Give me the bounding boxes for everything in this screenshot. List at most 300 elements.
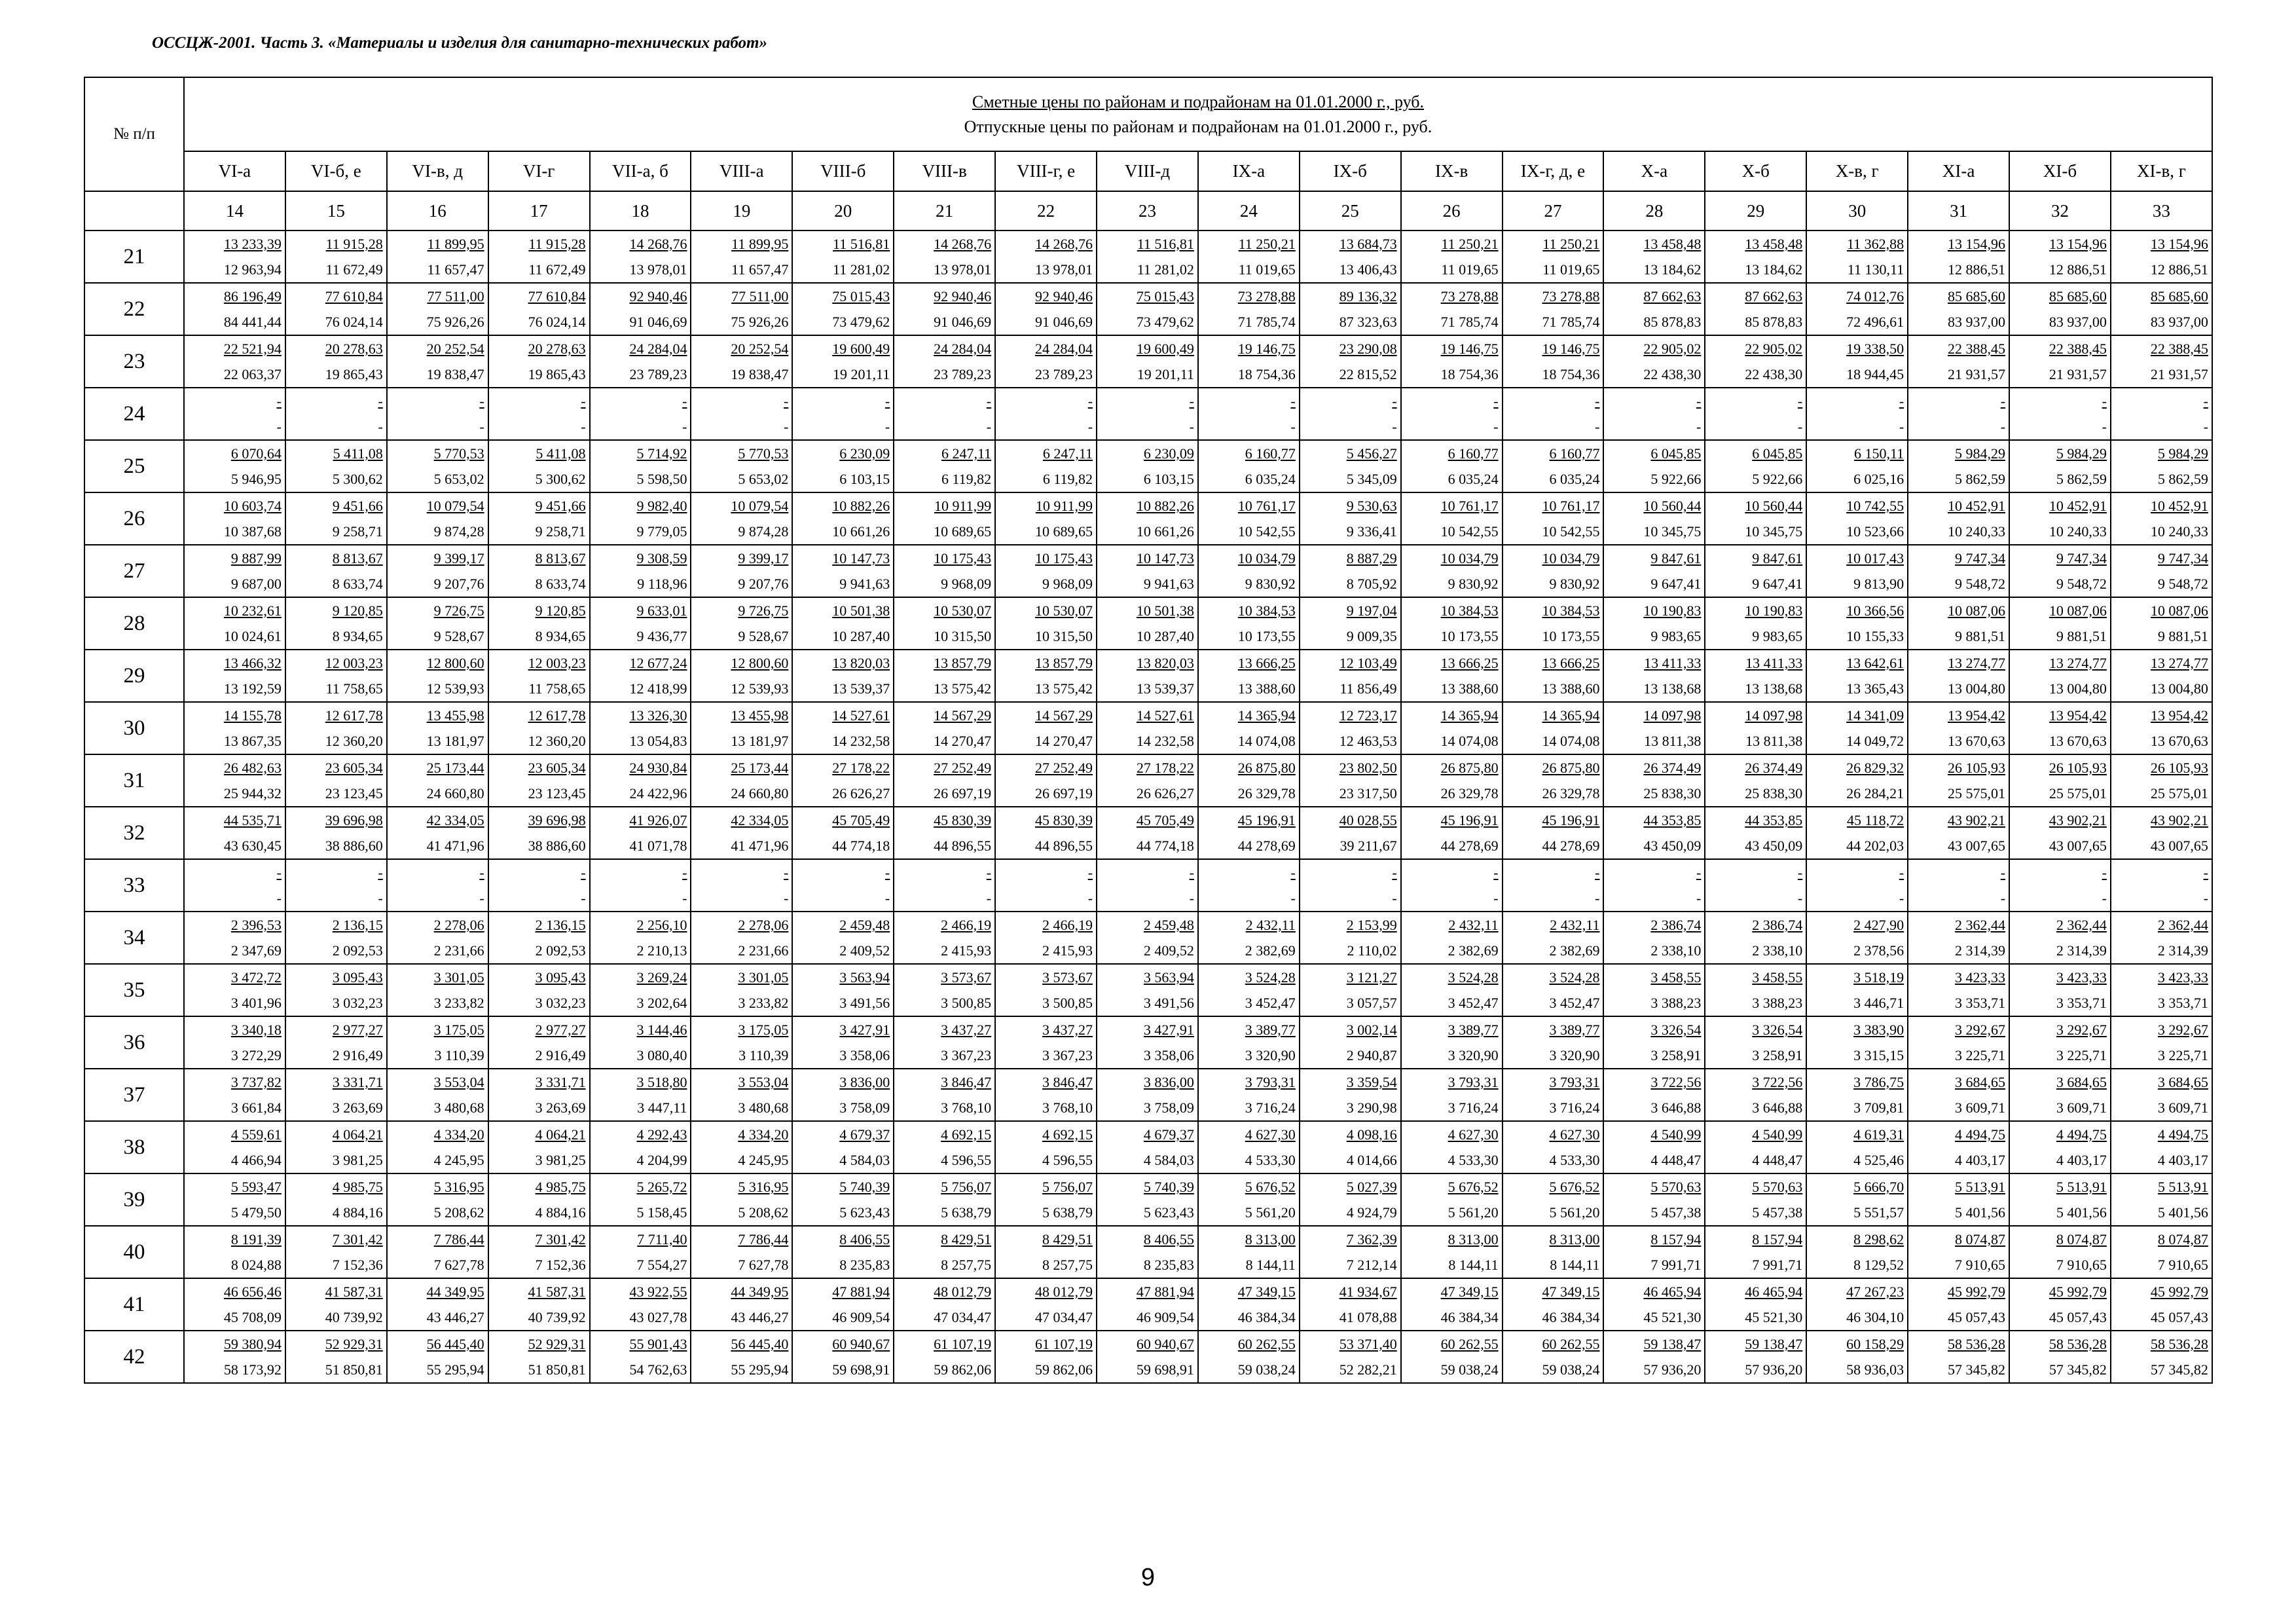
estimated-price: 3 524,28 [1448, 969, 1499, 986]
estimated-price: 14 341,09 [1846, 707, 1904, 724]
release-price: 52 282,21 [1339, 1361, 1397, 1378]
release-price: - [1087, 418, 1093, 435]
price-cell [2009, 545, 2111, 597]
estimated-price: 8 074,87 [2157, 1231, 2208, 1247]
district-column-header: IX-б [1300, 151, 1401, 191]
price-cell [1503, 1016, 1604, 1069]
estimated-price: 2 459,48 [839, 917, 890, 933]
estimated-price: 3 737,82 [230, 1074, 282, 1090]
release-price: 4 403,17 [2157, 1152, 2208, 1168]
estimated-price: 26 875,80 [1542, 760, 1600, 776]
estimated-price: 4 627,30 [1549, 1126, 1600, 1143]
price-cell [1806, 964, 1908, 1016]
price-cell [1401, 964, 1503, 1016]
estimated-price: 10 087,06 [2150, 602, 2208, 619]
estimated-price: 3 722,56 [1752, 1074, 1803, 1090]
release-price: 8 129,52 [1853, 1257, 1904, 1273]
estimated-price: - [1797, 393, 1803, 409]
price-cell [1908, 1016, 2009, 1069]
estimated-price: 4 064,21 [535, 1126, 586, 1143]
estimated-price: 26 374,49 [1643, 760, 1702, 776]
release-price: 41 471,96 [731, 838, 789, 854]
release-price: 26 626,27 [1136, 785, 1194, 802]
estimated-price: 10 147,73 [832, 550, 890, 566]
price-cell [691, 964, 792, 1016]
price-cell [1806, 283, 1908, 335]
estimated-price: 10 911,99 [1035, 498, 1093, 514]
price-cell [1705, 650, 1806, 702]
price-cell [285, 964, 387, 1016]
estimated-price: - [682, 864, 687, 881]
release-price: - [986, 418, 992, 435]
price-cell [184, 283, 285, 335]
release-price: - [378, 418, 383, 435]
price-cell [590, 964, 691, 1016]
estimated-price: 27 252,49 [1035, 760, 1093, 776]
price-cell [1705, 1278, 1806, 1331]
release-price: 7 152,36 [332, 1257, 383, 1273]
price-cell [1503, 754, 1604, 807]
release-price: 11 019,65 [1238, 261, 1296, 278]
row-number: 27 [84, 545, 184, 597]
estimated-price: 3 524,28 [1549, 969, 1600, 986]
price-cell [590, 492, 691, 545]
release-price: 38 886,60 [325, 838, 383, 854]
district-column-header: VIII-д [1097, 151, 1198, 191]
release-price: 4 448,47 [1650, 1152, 1702, 1168]
release-price: 5 653,02 [433, 471, 484, 487]
release-price: 4 245,95 [433, 1152, 484, 1168]
estimated-price: 3 846,47 [1042, 1074, 1093, 1090]
price-cell [1097, 1331, 1198, 1383]
release-price: 8 934,65 [535, 628, 586, 644]
release-price: 7 152,36 [535, 1257, 586, 1273]
release-price: 12 360,20 [325, 733, 383, 749]
price-cell [894, 859, 995, 912]
release-price: 22 438,30 [1745, 366, 1803, 382]
column-number: 26 [1401, 191, 1503, 231]
district-names-row [84, 151, 2212, 191]
release-price: 71 785,74 [1440, 314, 1499, 330]
estimated-price: 3 389,77 [1448, 1022, 1499, 1038]
price-cell [894, 231, 995, 283]
release-price: 5 479,50 [230, 1204, 282, 1221]
estimated-price: 5 770,53 [433, 445, 484, 462]
price-cell [1300, 1069, 1401, 1121]
estimated-price: 40 028,55 [1339, 812, 1397, 828]
price-cell [1705, 231, 1806, 283]
release-price: 5 623,43 [839, 1204, 890, 1221]
table-row [84, 807, 2212, 859]
district-column-header: VI-г [488, 151, 590, 191]
price-cell [1097, 859, 1198, 912]
price-cell [1503, 492, 1604, 545]
price-cell [1705, 964, 1806, 1016]
price-cell [1300, 702, 1401, 754]
estimated-price: 10 034,79 [1237, 550, 1296, 566]
column-number: 31 [1908, 191, 2009, 231]
price-cell [792, 597, 894, 650]
column-number: 27 [1503, 191, 1604, 231]
estimated-price: - [682, 393, 687, 409]
price-cell [792, 545, 894, 597]
release-price: 6 025,16 [1853, 471, 1904, 487]
price-cell [1401, 1016, 1503, 1069]
estimated-price: - [1290, 864, 1296, 881]
estimated-price: 45 196,91 [1237, 812, 1296, 828]
estimated-price: 47 881,94 [1136, 1283, 1194, 1300]
estimated-price: 45 830,39 [934, 812, 992, 828]
row-number: 31 [84, 754, 184, 807]
price-cell [1401, 1173, 1503, 1226]
estimated-price: 20 278,63 [528, 341, 586, 357]
release-price: 4 448,47 [1752, 1152, 1803, 1168]
price-cell [792, 1121, 894, 1173]
price-cell [894, 1069, 995, 1121]
estimated-price: 5 666,70 [1853, 1179, 1904, 1195]
table-row [84, 1278, 2212, 1331]
column-number: 28 [1603, 191, 1705, 231]
release-price: 3 452,47 [1245, 995, 1296, 1011]
price-cell [1908, 1173, 2009, 1226]
price-cell [792, 859, 894, 912]
release-price: 9 881,51 [2056, 628, 2107, 644]
price-cell [894, 1173, 995, 1226]
release-price: 9 881,51 [2157, 628, 2208, 644]
price-cell [1300, 388, 1401, 440]
estimated-price: - [1797, 864, 1803, 881]
estimated-price: 92 940,46 [1035, 288, 1093, 304]
district-column-header: VI-в, д [387, 151, 488, 191]
price-cell [590, 283, 691, 335]
district-column-header: XI-в, г [2111, 151, 2212, 191]
price-cell [1097, 1069, 1198, 1121]
estimated-price: 5 513,91 [2157, 1179, 2208, 1195]
estimated-price: - [378, 393, 383, 409]
release-price: - [2000, 418, 2006, 435]
estimated-price: 89 136,32 [1339, 288, 1397, 304]
estimated-price: 13 820,03 [1136, 655, 1194, 671]
price-cell [1908, 964, 2009, 1016]
price-cell [1198, 492, 1300, 545]
price-cell [184, 859, 285, 912]
price-cell [1806, 335, 1908, 388]
price-group-header [184, 77, 2212, 151]
price-cell [590, 1226, 691, 1278]
release-price: 2 314,39 [1955, 942, 2006, 959]
estimated-price: 3 553,04 [433, 1074, 484, 1090]
estimated-price: 2 466,19 [941, 917, 992, 933]
release-price: 7 627,78 [738, 1257, 789, 1273]
estimated-price: - [1087, 864, 1093, 881]
price-cell [1705, 388, 1806, 440]
estimated-price: 4 985,75 [535, 1179, 586, 1195]
estimated-price: 3 095,43 [535, 969, 586, 986]
price-cell [285, 335, 387, 388]
price-cell [2009, 1069, 2111, 1121]
estimated-price: 3 326,54 [1752, 1022, 1803, 1038]
release-price: 3 110,39 [434, 1047, 484, 1063]
estimated-price: 5 027,39 [1346, 1179, 1397, 1195]
price-cell [1806, 440, 1908, 492]
price-cell [1705, 1226, 1806, 1278]
price-cell [184, 231, 285, 283]
price-cell [1300, 231, 1401, 283]
estimated-price: 13 666,25 [1542, 655, 1600, 671]
price-cell [894, 283, 995, 335]
price-cell [387, 283, 488, 335]
estimated-price: 3 793,31 [1245, 1074, 1296, 1090]
price-cell [1198, 859, 1300, 912]
estimated-price: 9 120,85 [332, 602, 383, 619]
estimated-price: 53 371,40 [1339, 1336, 1397, 1352]
estimated-price: 3 175,05 [738, 1022, 789, 1038]
price-cell [792, 1226, 894, 1278]
release-price: 9 548,72 [2056, 576, 2107, 592]
estimated-price: 13 857,79 [1035, 655, 1093, 671]
price-cell [2111, 492, 2212, 545]
price-cell [1503, 1278, 1604, 1331]
price-cell [792, 1173, 894, 1226]
price-cell [2009, 702, 2111, 754]
price-cell [590, 650, 691, 702]
price-cell [792, 912, 894, 964]
release-price: 13 184,62 [1643, 261, 1702, 278]
price-cell [691, 859, 792, 912]
estimated-price: - [479, 393, 484, 409]
row-number: 37 [84, 1069, 184, 1121]
price-cell [387, 1226, 488, 1278]
price-cell [387, 597, 488, 650]
price-cell [894, 650, 995, 702]
price-cell [1198, 1173, 1300, 1226]
release-price: - [784, 890, 789, 906]
estimated-price: 2 466,19 [1042, 917, 1093, 933]
release-price: 43 007,65 [1948, 838, 2006, 854]
price-cell [894, 1278, 995, 1331]
row-number: 40 [84, 1226, 184, 1278]
release-price: - [2102, 418, 2107, 435]
price-cell [2009, 597, 2111, 650]
price-cell [285, 1016, 387, 1069]
release-price: 57 345,82 [1948, 1361, 2006, 1378]
release-price: 9 874,28 [738, 523, 789, 540]
price-cell [2009, 912, 2111, 964]
estimated-price: 2 432,11 [1550, 917, 1600, 933]
district-column-header: IX-в [1401, 151, 1503, 191]
estimated-price: 24 284,04 [934, 341, 992, 357]
release-price: 51 850,81 [528, 1361, 586, 1378]
estimated-price: 45 992,79 [2150, 1283, 2208, 1300]
estimated-price: 11 250,21 [1542, 236, 1600, 252]
price-cell [1908, 231, 2009, 283]
estimated-price: 8 298,62 [1853, 1231, 1904, 1247]
release-price: 13 184,62 [1745, 261, 1803, 278]
price-cell [590, 912, 691, 964]
row-number: 33 [84, 859, 184, 912]
estimated-price: 60 262,55 [1237, 1336, 1296, 1352]
estimated-price: 3 095,43 [332, 969, 383, 986]
estimated-price: - [1493, 864, 1499, 881]
release-price: 75 926,26 [426, 314, 484, 330]
price-cell [2009, 1278, 2111, 1331]
price-cell [285, 597, 387, 650]
release-price: 9 548,72 [1955, 576, 2006, 592]
price-cell [792, 754, 894, 807]
release-price: 8 633,74 [535, 576, 586, 592]
price-cell [995, 1016, 1097, 1069]
release-price: 24 422,96 [629, 785, 687, 802]
estimated-price: 5 513,91 [1955, 1179, 2006, 1195]
estimated-price: 47 349,15 [1440, 1283, 1499, 1300]
estimated-price: 3 389,77 [1245, 1022, 1296, 1038]
estimated-price: 13 274,77 [1948, 655, 2006, 671]
release-price: - [276, 418, 282, 435]
release-price: 13 670,63 [1948, 733, 2006, 749]
release-price: 2 409,52 [1143, 942, 1194, 959]
price-cell [2009, 440, 2111, 492]
estimated-price: 61 107,19 [1035, 1336, 1093, 1352]
price-cell [387, 1173, 488, 1226]
column-number: 24 [1198, 191, 1300, 231]
estimated-price: 20 252,54 [426, 341, 484, 357]
release-price: 14 232,58 [832, 733, 890, 749]
release-price: 9 830,92 [1549, 576, 1600, 592]
estimated-price: 60 940,67 [832, 1336, 890, 1352]
estimated-price: 9 726,75 [433, 602, 484, 619]
estimated-price: 7 786,44 [433, 1231, 484, 1247]
estimated-price: 73 278,88 [1542, 288, 1600, 304]
row-number: 42 [84, 1331, 184, 1383]
price-cell [2009, 650, 2111, 702]
price-cell [995, 440, 1097, 492]
release-price: 9 207,76 [433, 576, 484, 592]
estimated-price: - [986, 393, 992, 409]
estimated-price: - [1493, 393, 1499, 409]
price-cell [1705, 702, 1806, 754]
estimated-price: 10 366,56 [1846, 602, 1904, 619]
estimated-price: 60 940,67 [1136, 1336, 1194, 1352]
estimated-price: 2 256,10 [636, 917, 687, 933]
price-cell [387, 388, 488, 440]
release-price: 6 035,24 [1549, 471, 1600, 487]
release-price: 26 329,78 [1542, 785, 1600, 802]
price-cell [1603, 859, 1705, 912]
release-price: 46 304,10 [1846, 1309, 1904, 1325]
release-price: 12 418,99 [629, 680, 687, 697]
price-cell [488, 1278, 590, 1331]
price-cell [285, 440, 387, 492]
release-price: 10 345,75 [1745, 523, 1803, 540]
estimated-price: 14 365,94 [1440, 707, 1499, 724]
estimated-price: 5 570,63 [1650, 1179, 1702, 1195]
estimated-price: 9 451,66 [535, 498, 586, 514]
estimated-price: 48 012,79 [1035, 1283, 1093, 1300]
release-price: - [1696, 418, 1702, 435]
estimated-price: 9 633,01 [636, 602, 687, 619]
price-cell [792, 964, 894, 1016]
release-price: 21 931,57 [2150, 366, 2208, 382]
estimated-price: 3 423,33 [2157, 969, 2208, 986]
estimated-price: 10 911,99 [934, 498, 992, 514]
estimated-price: 13 154,96 [2150, 236, 2208, 252]
release-price: 3 290,98 [1346, 1099, 1397, 1116]
estimated-price: 7 362,39 [1346, 1231, 1397, 1247]
release-price: 5 561,20 [1549, 1204, 1600, 1221]
price-cell [1908, 859, 2009, 912]
release-price: 7 910,65 [1955, 1257, 2006, 1273]
release-price: 2 916,49 [535, 1047, 586, 1063]
release-price: 26 697,19 [934, 785, 992, 802]
release-price: 26 626,27 [832, 785, 890, 802]
price-cell [995, 650, 1097, 702]
estimated-price: 11 516,81 [1137, 236, 1194, 252]
release-price: 3 367,23 [1042, 1047, 1093, 1063]
estimated-price: 4 540,99 [1752, 1126, 1803, 1143]
price-cell [1806, 754, 1908, 807]
release-price: 76 024,14 [325, 314, 383, 330]
price-cell [894, 388, 995, 440]
price-cell [1198, 1331, 1300, 1383]
price-cell [894, 545, 995, 597]
estimated-price: - [1899, 393, 1904, 409]
estimated-price: 47 349,15 [1542, 1283, 1600, 1300]
column-number: 21 [894, 191, 995, 231]
price-cell [488, 754, 590, 807]
release-price: 3 500,85 [1042, 995, 1093, 1011]
estimated-price: 13 666,25 [1440, 655, 1499, 671]
estimated-price: 4 559,61 [230, 1126, 282, 1143]
estimated-price: 12 003,23 [528, 655, 586, 671]
estimated-price: 39 696,98 [325, 812, 383, 828]
estimated-price: 5 714,92 [636, 445, 687, 462]
estimated-price: 13 458,48 [1745, 236, 1803, 252]
release-price: 5 401,56 [2056, 1204, 2107, 1221]
estimated-price: 10 232,61 [223, 602, 282, 619]
district-column-header: VI-б, е [285, 151, 387, 191]
price-cell [2111, 807, 2212, 859]
price-cell [1908, 1069, 2009, 1121]
table-row [84, 1121, 2212, 1173]
estimated-price: 14 268,76 [629, 236, 687, 252]
price-table [84, 77, 2213, 1384]
price-cell [488, 912, 590, 964]
release-price: 8 934,65 [332, 628, 383, 644]
estimated-prices-title: Сметные цены по районам и подрайонам на 01.01.2000 г., руб. [972, 92, 1425, 111]
release-price: 41 071,78 [629, 838, 687, 854]
price-cell [1603, 1069, 1705, 1121]
estimated-price: 3 684,65 [1955, 1074, 2006, 1090]
price-cell [2009, 1173, 2111, 1226]
release-price: 3 480,68 [738, 1099, 789, 1116]
release-price: 14 074,08 [1440, 733, 1499, 749]
price-cell [691, 1173, 792, 1226]
estimated-price: 10 087,06 [2049, 602, 2107, 619]
estimated-price: 52 929,31 [325, 1336, 383, 1352]
price-cell [1806, 859, 1908, 912]
release-price: 13 978,01 [629, 261, 687, 278]
estimated-price: 3 793,31 [1448, 1074, 1499, 1090]
price-cell [1503, 964, 1604, 1016]
price-cell [1603, 492, 1705, 545]
price-cell [1300, 492, 1401, 545]
estimated-price: 10 530,07 [934, 602, 992, 619]
estimated-price: 5 756,07 [941, 1179, 992, 1195]
price-cell [590, 335, 691, 388]
estimated-price: 3 423,33 [1955, 969, 2006, 986]
release-price: 3 480,68 [433, 1099, 484, 1116]
estimated-price: 4 334,20 [433, 1126, 484, 1143]
